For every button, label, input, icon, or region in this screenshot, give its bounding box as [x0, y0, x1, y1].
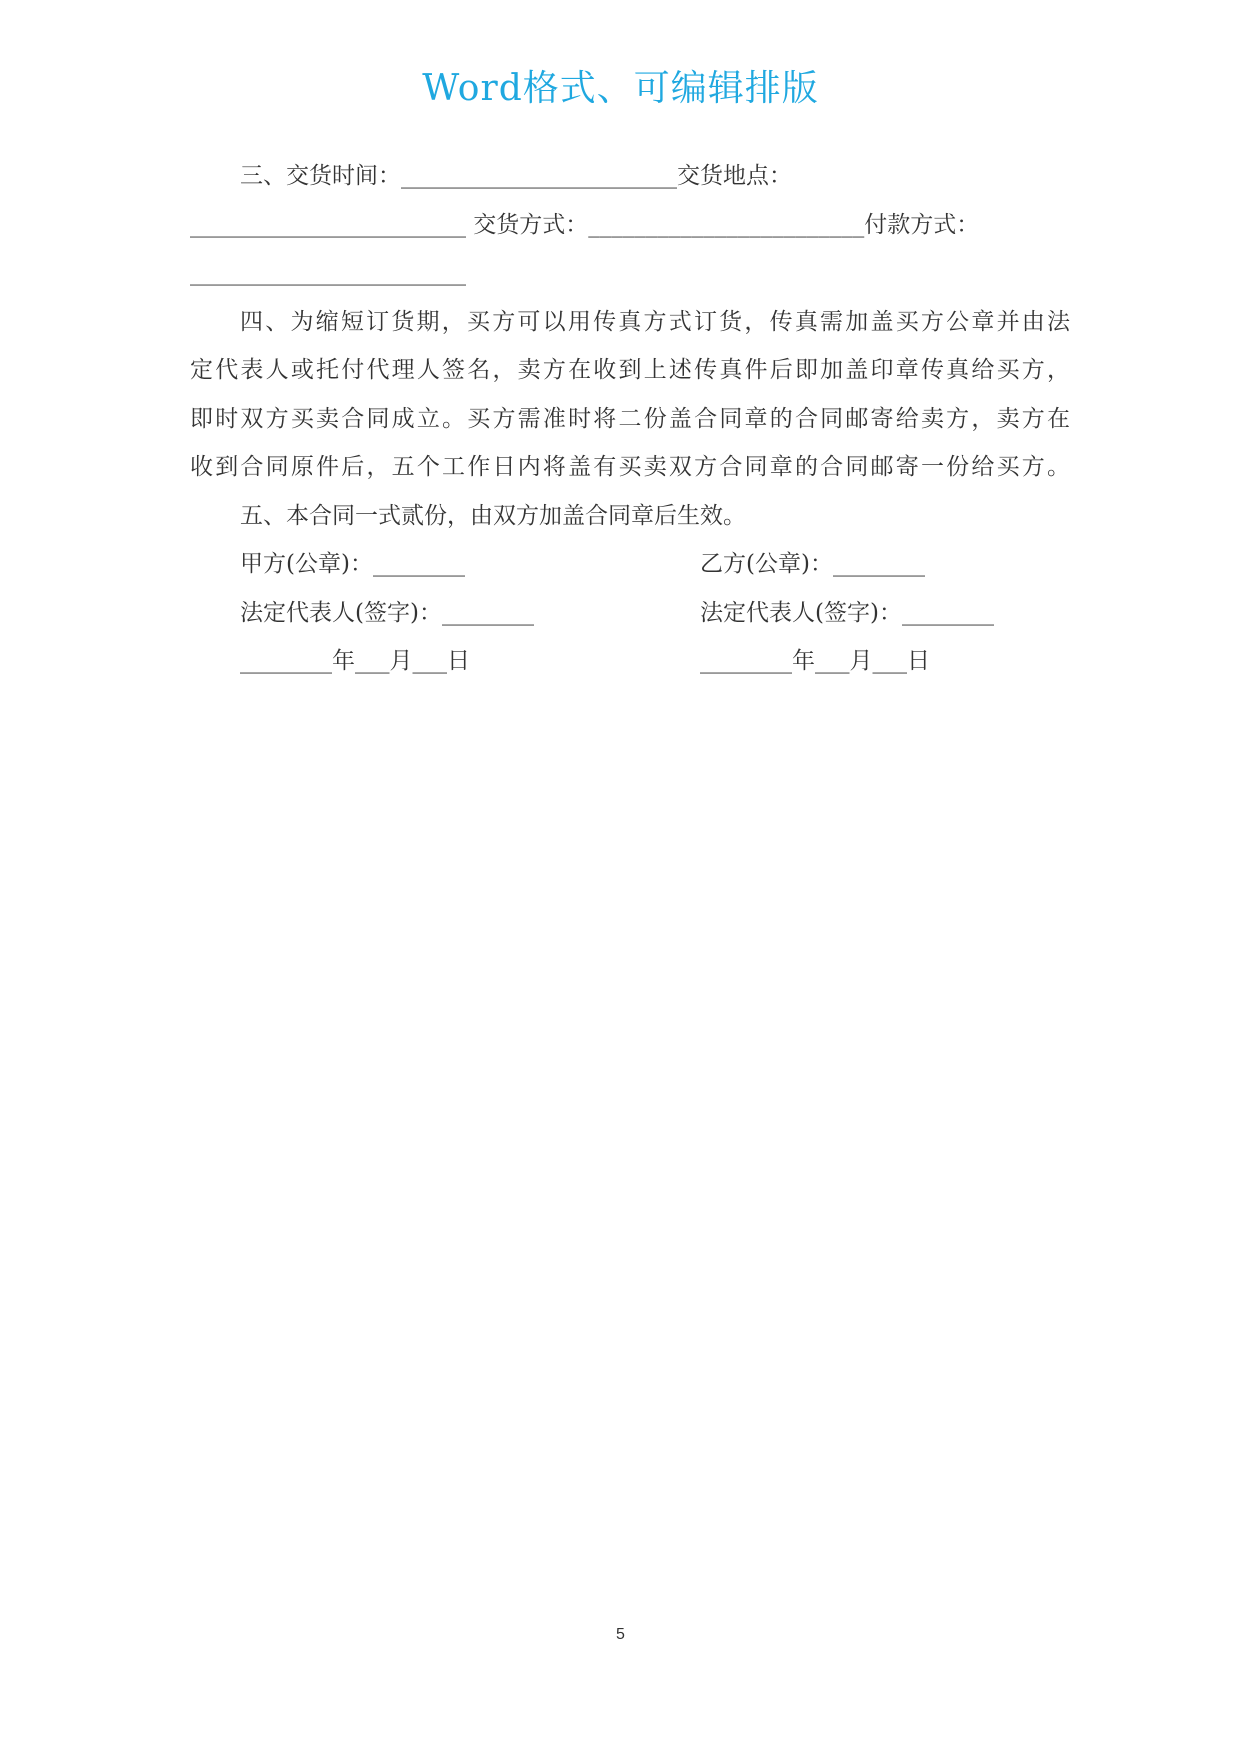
party-b-date: ________年___月___日: [700, 648, 930, 674]
clause-3-line-2: ________________________ 交货方式：________________________付款方式：: [190, 211, 980, 238]
party-a-seal: 甲方(公章)：________: [240, 551, 465, 577]
party-a-representative: 法定代表人(签字)：________: [240, 599, 534, 626]
clause-4-line-3: 即时双方买卖合同成立。买方需准时将二份盖合同章的合同邮寄给卖方，卖方在: [190, 405, 1070, 432]
page-header-title: Word格式、可编辑排版: [422, 68, 819, 109]
document-body: [190, 152, 1070, 686]
signature-row-seal: [190, 540, 1070, 589]
signature-row-representative: [190, 589, 1070, 638]
party-a-date: ________年___月___日: [240, 648, 470, 674]
clause-4-line-1: 四、为缩短订货期，买方可以用传真方式订货，传真需加盖买方公章并由法: [240, 308, 1070, 335]
clause-4-line-2: 定代表人或托付代理人签名，卖方在收到上述传真件后即加盖印章传真给买方，: [190, 357, 1070, 383]
clause-3-line-1: 三、交货时间：________________________交货地点：: [240, 163, 792, 189]
clause-5: 五、本合同一式贰份，由双方加盖合同章后生效。: [240, 502, 746, 529]
page-number: 5: [616, 1626, 625, 1643]
clause-4-line-4: 收到合同原件后，五个工作日内将盖有买卖双方合同章的合同邮寄一份给买方。: [190, 454, 1070, 480]
party-b-seal: 乙方(公章)：________: [700, 551, 925, 577]
signature-row-date: [190, 637, 1070, 686]
party-b-representative: 法定代表人(签字)：________: [700, 599, 994, 626]
clause-3-line-3: ________________________: [190, 260, 466, 286]
